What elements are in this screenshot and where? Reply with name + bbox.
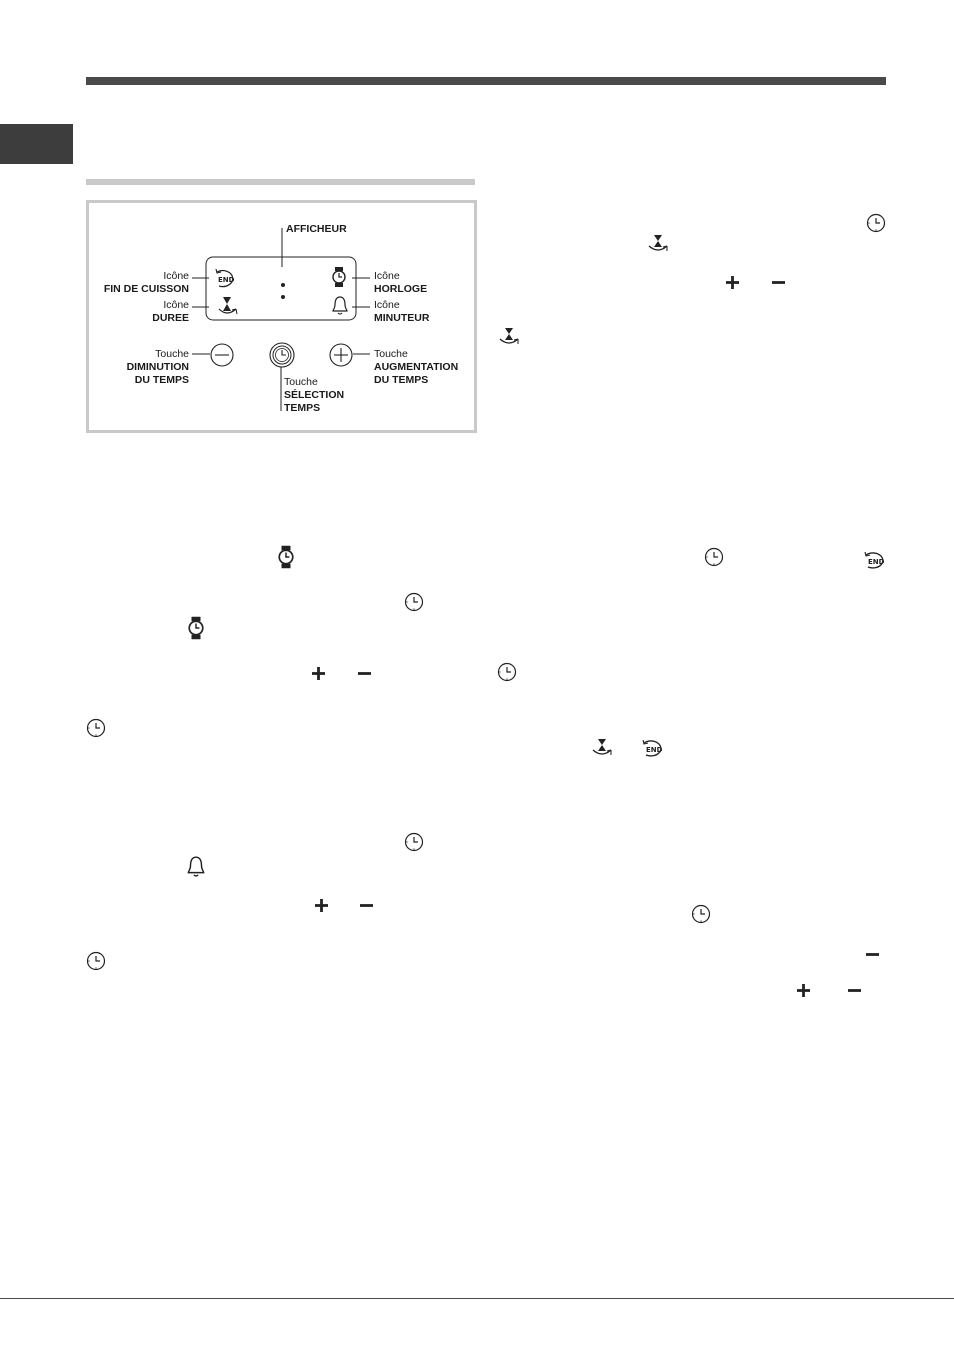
duration-icon-label: Icône DUREE xyxy=(152,299,189,324)
watch-icon xyxy=(277,543,295,571)
clock-select-icon xyxy=(86,951,106,971)
clock-select-icon xyxy=(404,592,424,612)
select-key-label: Touche SÉLECTION TEMPS xyxy=(284,376,345,414)
time-select-button[interactable] xyxy=(268,341,296,369)
display-label: AFFICHEUR xyxy=(286,223,347,235)
end-icon xyxy=(213,267,237,289)
clock-select-icon xyxy=(497,662,517,682)
minus-icon xyxy=(772,276,785,289)
minus-icon xyxy=(848,984,861,997)
minus-button[interactable] xyxy=(209,342,235,368)
minus-icon xyxy=(360,899,373,912)
plus-icon xyxy=(726,276,739,289)
minus-key-label: Touche DIMINUTION DU TEMPS xyxy=(126,348,189,386)
end-icon xyxy=(862,550,886,570)
clock-icon-label: Icône HORLOGE xyxy=(374,270,428,295)
minus-icon xyxy=(358,667,371,680)
control-panel-diagram xyxy=(86,200,477,433)
hourglass-icon xyxy=(216,295,240,317)
plus-icon xyxy=(312,667,325,680)
clock-select-icon xyxy=(404,832,424,852)
end-icon-label: Icône FIN DE CUISSON xyxy=(103,270,189,295)
minus-icon xyxy=(866,948,879,961)
hourglass-icon xyxy=(590,738,614,758)
hourglass-icon xyxy=(497,327,521,347)
end-icon xyxy=(640,738,664,758)
side-tab xyxy=(0,124,73,164)
plus-icon xyxy=(797,984,810,997)
clock-select-icon xyxy=(704,547,724,567)
plus-button[interactable] xyxy=(328,342,354,368)
plus-key-label: Touche AUGMENTATION DU TEMPS xyxy=(374,348,459,386)
clock-select-icon xyxy=(86,718,106,738)
clock-select-icon xyxy=(691,904,711,924)
watch-icon xyxy=(187,614,205,642)
bell-icon xyxy=(331,295,349,315)
top-rule xyxy=(86,77,886,85)
plus-icon xyxy=(315,899,328,912)
footer-rule xyxy=(0,1298,954,1299)
hourglass-icon xyxy=(646,234,670,254)
minuteur-icon-label: Icône MINUTEUR xyxy=(374,299,430,324)
section-rule xyxy=(86,179,475,185)
svg-text:END: END xyxy=(218,276,235,284)
watch-icon xyxy=(331,266,347,288)
bell-icon xyxy=(186,855,206,877)
clock-select-icon xyxy=(866,213,886,233)
